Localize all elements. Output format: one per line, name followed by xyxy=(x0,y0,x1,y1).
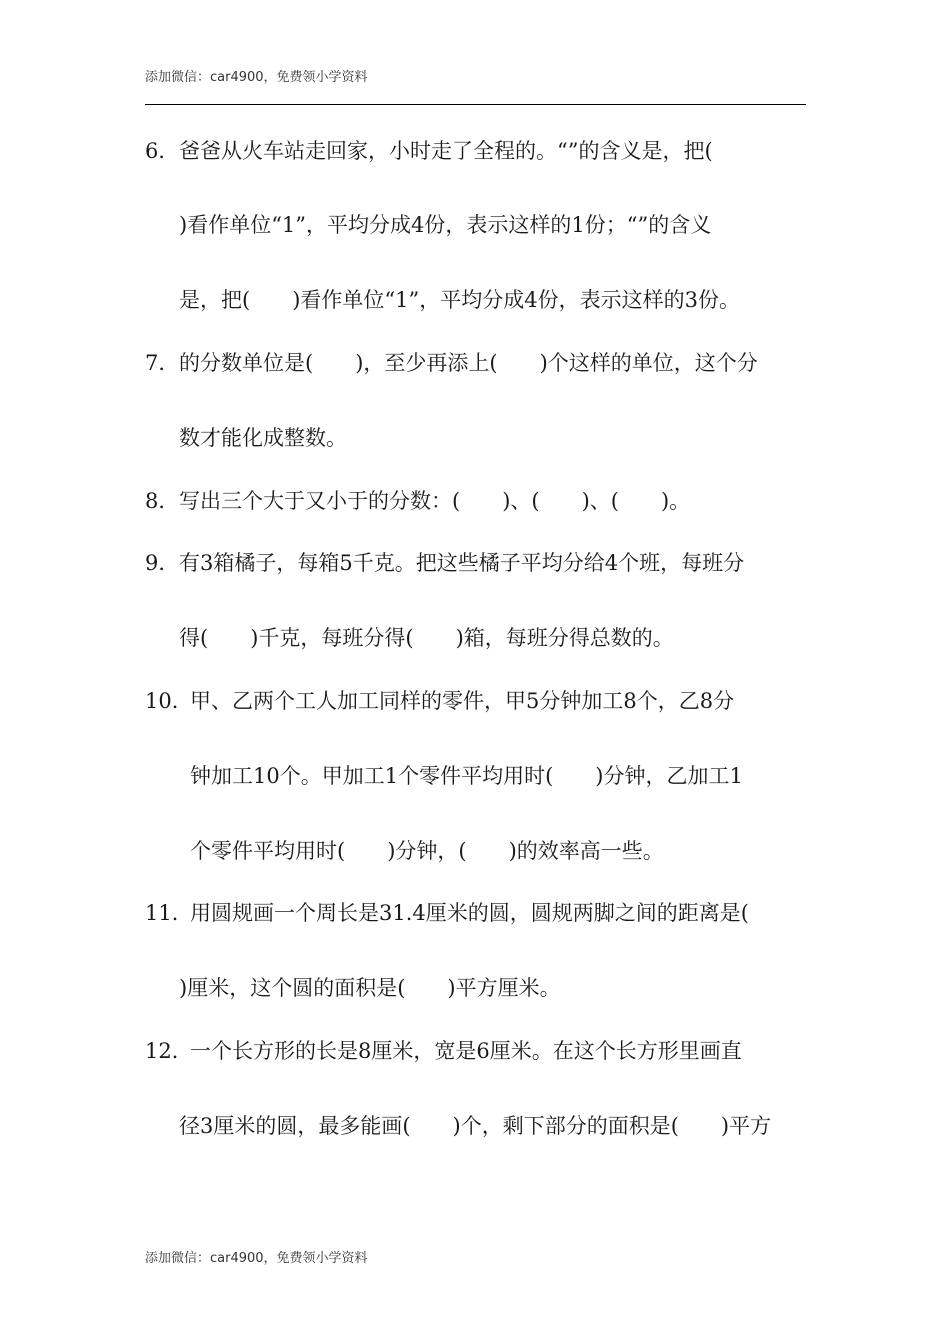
question-8-number: 8． xyxy=(145,489,180,513)
question-11-number: 11． xyxy=(145,901,193,925)
header-divider xyxy=(145,104,806,105)
question-11-line-2: )厘米，这个圆的面积是( )平方厘米。 xyxy=(179,976,561,1000)
question-9-number: 9． xyxy=(145,551,180,575)
question-10-line-1: 甲、乙两个工人加工同样的零件，甲5分钟加工8个，乙8分 xyxy=(190,689,735,713)
question-7-line-1: 的分数单位是( )，至少再添上( )个这样的单位，这个分 xyxy=(179,351,758,375)
question-12-line-2: 径3厘米的圆，最多能画( )个，剩下部分的面积是( )平方 xyxy=(179,1114,772,1138)
question-10-line-2: 钟加工10个。甲加工1个零件平均用时( )分钟，乙加工1 xyxy=(190,764,743,788)
question-9-line-1: 有3箱橘子，每箱5千克。把这些橘子平均分给4个班，每班分 xyxy=(179,551,745,575)
question-6-line-3: 是，把( )看作单位“1”，平均分成4份，表示这样的3份。 xyxy=(179,288,740,312)
question-9-line-2: 得( )千克，每班分得( )箱，每班分得总数的。 xyxy=(179,626,674,650)
question-6-number: 6． xyxy=(145,139,180,163)
question-10-line-3: 个零件平均用时( )分钟，( )的效率高一些。 xyxy=(190,839,664,863)
question-6-line-2: )看作单位“1”，平均分成4份，表示这样的1份；“”的含义 xyxy=(179,213,712,237)
question-12-line-1: 一个长方形的长是8厘米，宽是6厘米。在这个长方形里画直 xyxy=(190,1039,742,1063)
question-7-line-2: 数才能化成整数。 xyxy=(179,426,347,450)
question-7-number: 7． xyxy=(145,351,180,375)
question-6-line-1: 爸爸从火车站走回家，小时走了全程的。“”的含义是，把( xyxy=(179,139,713,163)
question-8-line-1: 写出三个大于又小于的分数：( )、( )、( )。 xyxy=(179,489,691,513)
page-footer: 添加微信：car4900，免费领小学资料 xyxy=(145,1251,368,1266)
page-header: 添加微信：car4900，免费领小学资料 xyxy=(145,70,368,85)
question-11-line-1: 用圆规画一个周长是31.4厘米的圆，圆规两脚之间的距离是( xyxy=(190,901,749,925)
question-10-number: 10． xyxy=(145,689,193,713)
question-12-number: 12． xyxy=(145,1039,193,1063)
